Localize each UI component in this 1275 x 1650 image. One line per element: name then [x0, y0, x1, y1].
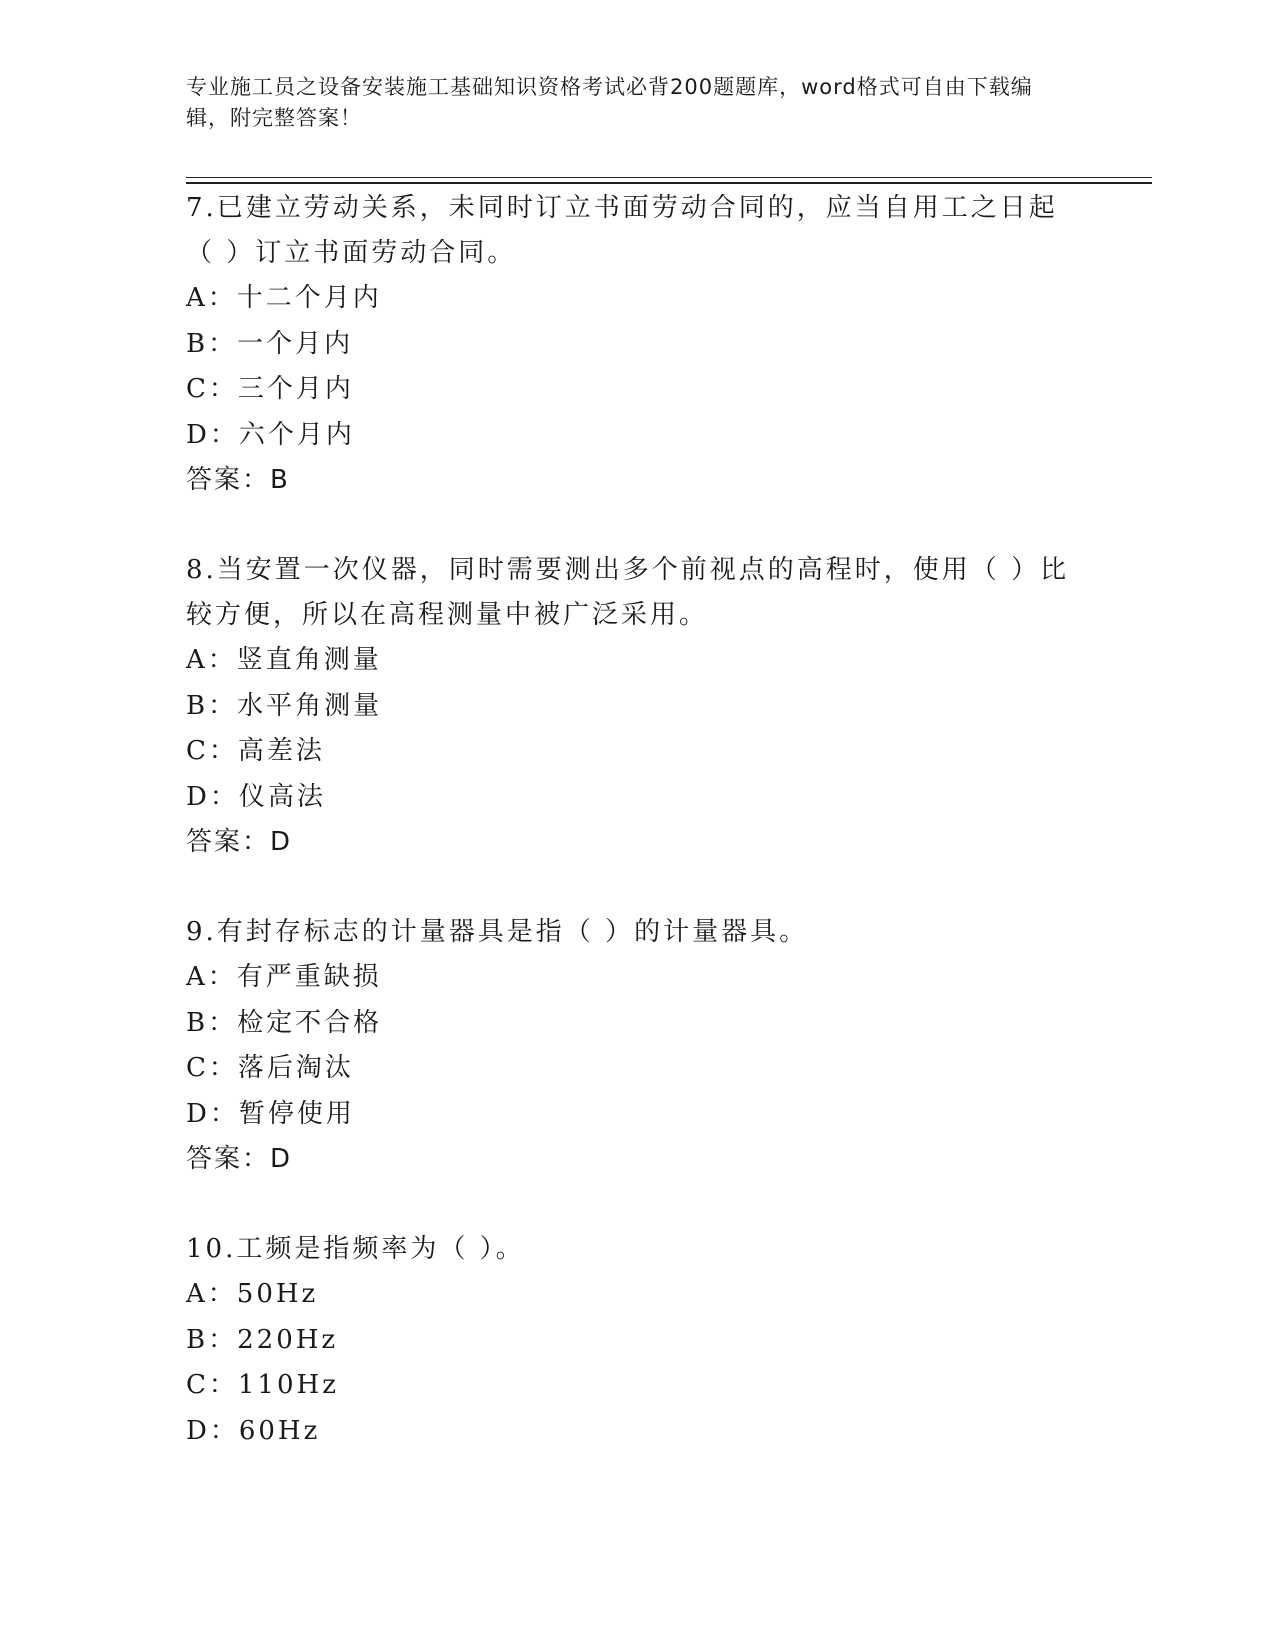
option-a: A：50Hz — [186, 1279, 319, 1309]
option-b: B：一个月内 — [186, 328, 354, 359]
question-gap — [186, 1182, 1086, 1227]
option-a: A：有严重缺损 — [186, 962, 382, 992]
question-text: 9.有封存标志的计量器具是指（ ）的计量器具。 — [186, 917, 809, 947]
question-text: 10.工频是指频率为（ ）。 — [186, 1234, 525, 1264]
question-list — [186, 186, 1086, 1454]
question-gap — [186, 865, 1086, 910]
question-10 — [186, 1227, 1086, 1454]
option-d: D：60Hz — [186, 1415, 321, 1446]
header-rule-thin — [186, 177, 1152, 178]
option-a: A：十二个月内 — [186, 283, 382, 313]
question-7 — [186, 186, 1086, 503]
question-text: 8.当安置一次仪器，同时需要测出多个前视点的高程时，使用（ ）比较方便，所以在高程测量中被广泛采用。 — [186, 555, 1070, 630]
option-b: B：220Hz — [186, 1324, 339, 1355]
option-b: B：检定不合格 — [186, 1007, 383, 1038]
question-gap — [186, 503, 1086, 548]
answer: 答案：D — [186, 1144, 293, 1174]
answer: 答案：D — [186, 827, 293, 857]
option-d: D：六个月内 — [186, 419, 355, 450]
question-8 — [186, 548, 1086, 865]
option-d: D：仪高法 — [186, 781, 326, 812]
option-c: C：110Hz — [186, 1370, 339, 1400]
answer: 答案：B — [186, 465, 290, 495]
option-b: B：水平角测量 — [186, 690, 383, 721]
option-a: A：竖直角测量 — [186, 645, 382, 675]
option-c: C：高差法 — [186, 736, 325, 766]
question-text: 7.已建立劳动关系，未同时订立书面劳动合同的，应当自用工之日起（ ）订立书面劳动合同。 — [186, 193, 1058, 268]
question-9 — [186, 910, 1086, 1182]
option-c: C：落后淘汰 — [186, 1053, 354, 1083]
option-c: C：三个月内 — [186, 374, 354, 404]
document-header: 专业施工员之设备安装施工基础知识资格考试必背200题题库，word格式可自由下载编辑，附完整答案！ — [186, 75, 1033, 130]
header-rule-thick — [186, 182, 1152, 184]
option-d: D：暂停使用 — [186, 1098, 355, 1129]
